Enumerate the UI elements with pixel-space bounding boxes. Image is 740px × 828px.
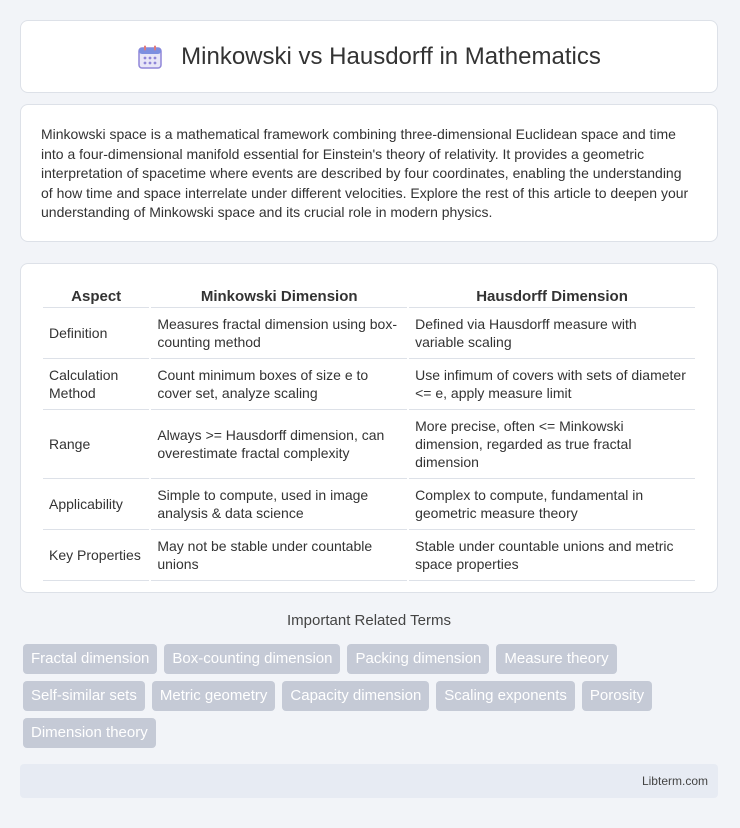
related-term-tag[interactable]: Dimension theory: [23, 718, 156, 748]
comparison-table: [41, 282, 697, 581]
related-term-tag[interactable]: Porosity: [582, 681, 652, 711]
related-term-tag[interactable]: Fractal dimension: [23, 644, 157, 674]
table-cell-minkowski: May not be stable under countable unions: [151, 530, 407, 581]
table-cell-hausdorff: Complex to compute, fundamental in geometric measure theory: [409, 479, 695, 530]
related-term-tag[interactable]: Self-similar sets: [23, 681, 145, 711]
footer: [20, 764, 718, 798]
related-terms-tags: [20, 644, 718, 748]
table-row: [43, 479, 695, 530]
footer-site-link[interactable]: Libterm.com: [641, 774, 708, 788]
related-term-tag[interactable]: Measure theory: [496, 644, 616, 674]
table-cell-aspect: Range: [43, 410, 149, 479]
comparison-table-card: [20, 263, 718, 593]
table-cell-minkowski: Always >= Hausdorff dimension, can overestimate fractal complexity: [151, 410, 407, 479]
table-cell-minkowski: Measures fractal dimension using box-counting method: [151, 308, 407, 359]
table-cell-minkowski: Simple to compute, used in image analysis & data science: [151, 479, 407, 530]
related-term-tag[interactable]: Capacity dimension: [282, 681, 429, 711]
intro-card: [20, 104, 718, 242]
related-term-tag[interactable]: Packing dimension: [347, 644, 489, 674]
related-terms-section: [20, 612, 718, 748]
intro-text: Minkowski space is a mathematical framework combining three-dimensional Euclidean space and time into a four-dimensional manifold essential for Einstein's theory of relativity. It provides a geometric interpretation of spacetime where events are described by four coordinates, enabling the understanding of how time and space interrelate under different velocities. Explore the rest of this article to deepen your understanding of Minkowski space and its crucial role in modern physics.: [41, 126, 689, 220]
related-terms-title: Important Related Terms: [287, 612, 451, 629]
table-cell-hausdorff: Use infimum of covers with sets of diameter <= e, apply measure limit: [409, 359, 695, 410]
column-header: Aspect: [43, 282, 149, 308]
related-term-tag[interactable]: Box-counting dimension: [164, 644, 340, 674]
page-title: Minkowski vs Hausdorff in Mathematics: [181, 42, 601, 70]
table-row: [43, 410, 695, 479]
table-row: [43, 308, 695, 359]
table-cell-hausdorff: More precise, often <= Minkowski dimension, regarded as true fractal dimension: [409, 410, 695, 479]
column-header: Hausdorff Dimension: [409, 282, 695, 308]
header-card: [20, 20, 718, 93]
related-term-tag[interactable]: Metric geometry: [152, 681, 276, 711]
table-cell-aspect: Key Properties: [43, 530, 149, 581]
calendar-icon: [137, 44, 163, 70]
table-cell-hausdorff: Stable under countable unions and metric space properties: [409, 530, 695, 581]
related-term-tag[interactable]: Scaling exponents: [436, 681, 575, 711]
table-row: [43, 530, 695, 581]
table-cell-aspect: Calculation Method: [43, 359, 149, 410]
table-cell-hausdorff: Defined via Hausdorff measure with variable scaling: [409, 308, 695, 359]
table-cell-aspect: Applicability: [43, 479, 149, 530]
table-header-row: [43, 282, 695, 308]
table-cell-aspect: Definition: [43, 308, 149, 359]
column-header: Minkowski Dimension: [151, 282, 407, 308]
table-row: [43, 359, 695, 410]
table-cell-minkowski: Count minimum boxes of size e to cover set, analyze scaling: [151, 359, 407, 410]
